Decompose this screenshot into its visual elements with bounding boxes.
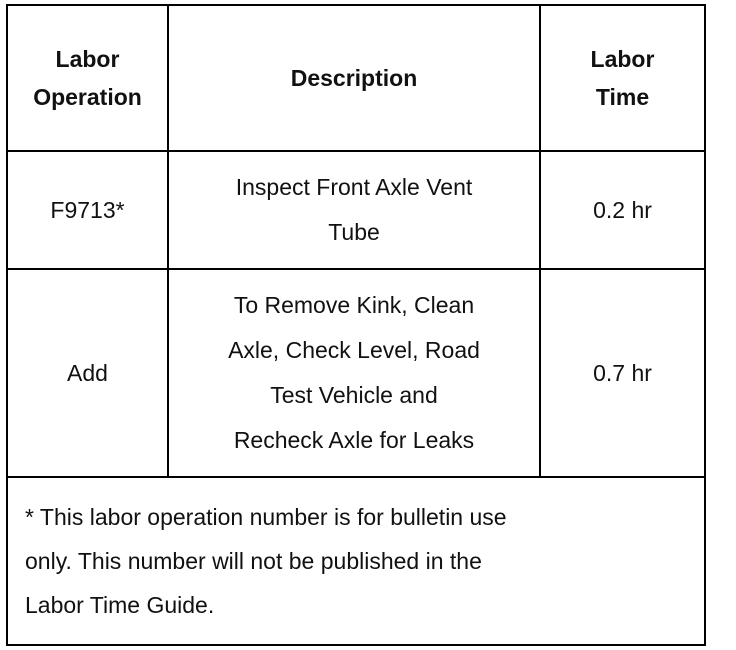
header-labor-operation [7, 5, 168, 151]
header-labor-time [540, 5, 705, 151]
header-description-label: Description [290, 65, 418, 91]
footnote-cell [7, 477, 705, 645]
footnote-row [7, 477, 705, 645]
table-row [7, 269, 705, 477]
header-labor-operation-label: Labor Operation [33, 46, 142, 110]
header-labor-time-label: Labor Time [590, 46, 655, 110]
labor-operation-table [6, 4, 706, 646]
cell-description [168, 151, 540, 269]
labor-operation-code: F9713* [50, 196, 125, 223]
cell-labor-time [540, 151, 705, 269]
cell-labor-operation [7, 151, 168, 269]
cell-labor-time [540, 269, 705, 477]
labor-operation-code: Add [67, 359, 108, 386]
cell-labor-operation [7, 269, 168, 477]
labor-time-value: 0.2 hr [593, 196, 652, 223]
description-text: To Remove Kink, Clean Axle, Check Level, Road Test Vehicle and Recheck Axle for Leaks [228, 292, 480, 453]
header-description [168, 5, 540, 151]
table-row [7, 151, 705, 269]
footnote-text: * This labor operation number is for bulletin use only. This number will not be published in the Labor Time Guide. [25, 504, 507, 618]
labor-time-value: 0.7 hr [593, 359, 652, 386]
cell-description [168, 269, 540, 477]
description-text: Inspect Front Axle Vent Tube [235, 174, 473, 245]
table-header-row [7, 5, 705, 151]
